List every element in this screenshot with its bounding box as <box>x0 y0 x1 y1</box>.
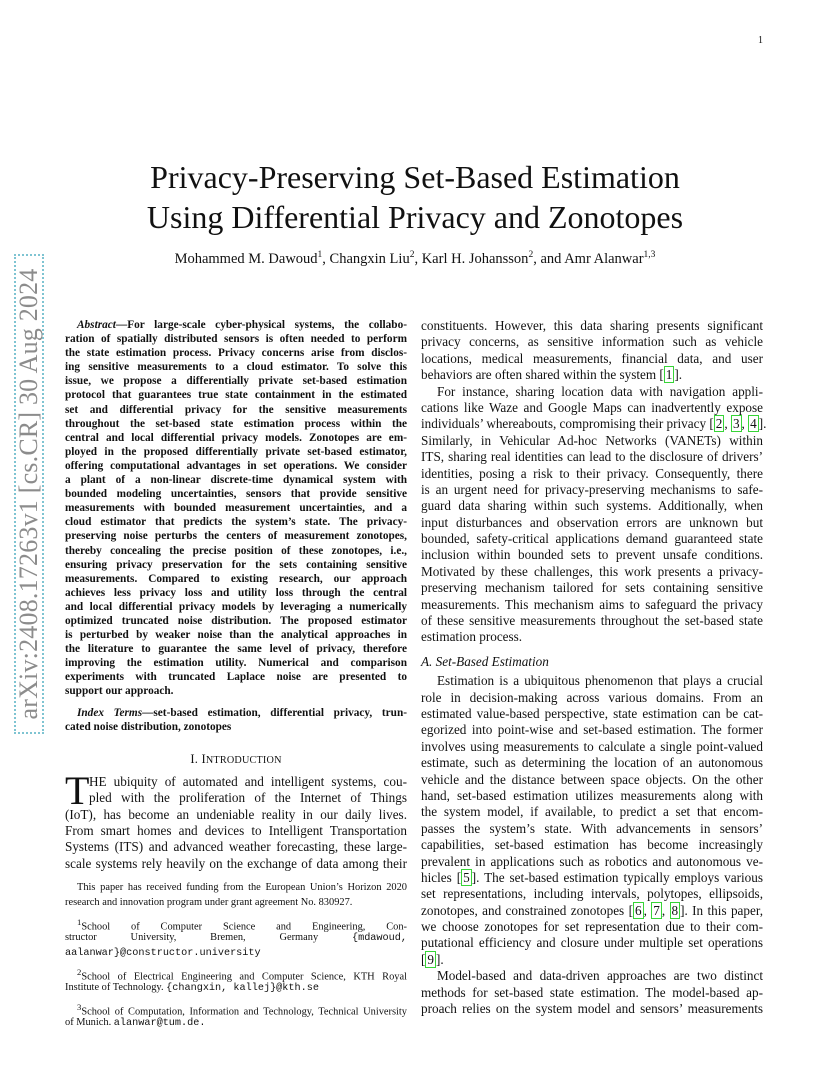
affiliation-footnote-2: $^2$School of Electrical Engineering and Computer Science, KTH Royal <box>77 967 407 983</box>
index-terms-label: Index Terms <box>77 706 143 719</box>
body-line: ITS, sharing real identities can lead to the disclosure of drivers’ <box>421 449 763 465</box>
abstract-line: ration of spatially distributed sensors is often needed to perform <box>65 333 407 346</box>
body-line: hand, set-based estimation utilizes measurements along with <box>421 787 763 803</box>
body-line: passes the system’s state. With advancements in sensors’ <box>421 820 763 836</box>
affiliation-footnote-2: Institute of Technology. {changxin, kallej}@kth.se <box>65 982 319 994</box>
abstract <box>65 318 407 699</box>
body-line: proach relies on the system model and sensors’ measurements <box>421 1001 763 1017</box>
title-line-2: Using Differential Privacy and Zonotopes <box>146 199 684 235</box>
abstract-line: measurements with bounded measurement uncertainties, and a <box>65 502 407 515</box>
affiliation-footnote-3: $^3$School of Computation, Information and Technology, Technical University <box>77 1002 407 1018</box>
arxiv-stamp[interactable] <box>14 254 44 734</box>
body-line: estimated value-based perspective, state estimation can be cat- <box>421 705 763 721</box>
left-column <box>65 318 407 872</box>
citation-link[interactable]: 2 <box>715 416 723 432</box>
index-terms <box>65 706 407 734</box>
body-line: capabilities, set-based estimation has become increasingly <box>421 837 763 853</box>
citation-link[interactable]: 5 <box>463 869 470 885</box>
intro-line: scale systems rely heavily on the exchange of data among their <box>65 855 407 871</box>
body-line: set representations, including intervals, polytopes, ellipsoids, <box>421 886 763 902</box>
body-line: preserving mechanism tailored for sets containing sensitive <box>421 580 763 596</box>
abstract-line: support our approach. <box>65 685 174 698</box>
abstract-line: Abstract—For large-scale cyber-physical systems, the collabo- <box>77 319 407 331</box>
intro-line: (IoT), has become an undeniable reality in our daily lives. <box>65 806 407 822</box>
citation-link[interactable]: 3 <box>732 416 740 432</box>
abstract-line: achieves less privacy loss and utility loss through the central <box>65 586 407 599</box>
intro-line: Systems (ITS) and advanced weather forecasting, these large- <box>65 839 407 855</box>
citation-link[interactable]: 8 <box>671 902 679 918</box>
citation-link[interactable]: 7 <box>653 902 660 918</box>
body-line: Similarly, in Vehicular Ad-hoc Networks (VANETs) within <box>421 432 763 448</box>
body-line: we choose zonotopes for set representation due to their com- <box>421 919 763 935</box>
affiliation-footnote-3: of Munich. alanwar@tum.de. <box>65 1017 206 1029</box>
abstract-line: throughout the set-based state estimation process within the <box>65 417 407 430</box>
body-line: constituents. However, this data sharing presents significant <box>421 318 763 333</box>
body-line: zonotopes, and constrained zonotopes [ 6 , 7 , 8 ]. In this paper, <box>421 902 763 918</box>
body-line: the system model, if available, to predict a set that encom- <box>421 804 763 820</box>
intro-line: From smart homes and devices to Intelligent Transportation <box>65 822 407 838</box>
body-line: individuals’ whereabouts, compromising their privacy [ 2 , 3 , 4 ]. <box>421 416 767 432</box>
body-line: egorized into point-wise and set-based estimation. The former <box>421 722 763 738</box>
citation-link[interactable]: 4 <box>750 416 757 432</box>
abstract-line: a plant of a non-linear discrete-time dynamical system with <box>65 474 407 487</box>
body-line: behaviors are often shared within the system [ 1 ]. <box>421 367 683 383</box>
section-heading-introduction: I. INTRODUCTION <box>190 751 282 766</box>
author-affiliation-mark: 1,3 <box>643 250 656 260</box>
subsection-heading: A. Set-Based Estimation <box>421 653 549 669</box>
body-line: For instance, sharing location data with navigation appli- <box>437 383 763 399</box>
abstract-line: set and differential privacy for the sensitive measurements <box>65 403 407 416</box>
drop-cap: T <box>65 767 90 813</box>
affiliation-footnote-1: aalanwar}@constructor.university <box>65 948 261 959</box>
abstract-line: preserving noise perturbs the centers of measurement zonotopes, <box>65 530 407 543</box>
abstract-line: the state estimation process. Privacy concerns arise from disclos- <box>65 347 407 360</box>
body-line: [ 9 ]. <box>421 951 444 967</box>
body-line: privacy concerns, as sensitive information such as vehicle <box>421 334 763 350</box>
intro-line: pled with the proliferation of the Internet of Things <box>89 790 407 806</box>
body-line: estimation process. <box>421 629 523 645</box>
right-column <box>421 318 767 1017</box>
abstract-line: protocol that guarantees true state containment in the estimated <box>65 389 407 402</box>
body-line: of these sensitive measurements throughout the set-based state <box>421 613 763 629</box>
citation-link[interactable]: 1 <box>665 367 673 383</box>
title-line-1: Privacy-Preserving Set-Based Estimation <box>150 159 680 195</box>
index-terms-line: Index Terms—set-based estimation, differential privacy, trun- <box>77 706 407 719</box>
author-affiliation-mark: 1 <box>317 250 323 260</box>
author-name: Mohammed M. Dawoud <box>174 250 318 267</box>
author-affiliation-mark: 2 <box>528 250 534 260</box>
citation-link[interactable]: 9 <box>427 951 434 967</box>
body-line: methods for set-based state estimation. The model-based ap- <box>421 984 763 1000</box>
affiliation-footnote-1: structor University, Bremen, Germany {mdawoud, <box>65 932 407 944</box>
body-line: guard data sharing within such systems. Additionally, when <box>421 498 763 514</box>
intro-paragraph <box>65 767 407 872</box>
abstract-line: measurements. Compared to existing research, our approach <box>65 572 407 585</box>
author-name: Karl H. Johansson <box>421 250 529 267</box>
body-line: Motivated by these challenges, this work presents a privacy- <box>421 563 763 579</box>
author-affiliation-mark: 2 <box>409 250 415 260</box>
abstract-line: bounded modeling uncertainties, sensors that provide sensitive <box>65 488 407 501</box>
abstract-line: thereby concealing the precise position of these zonotopes, i.e., <box>65 544 407 557</box>
body-line: involves using measurements to calculate a single point-valued <box>421 738 763 754</box>
funding-note-line: research and innovation program under grant agreement No. 830927. <box>65 897 353 908</box>
abstract-line: ensuring privacy preservation for the sets containing sensitive <box>65 558 407 571</box>
body-line: locations, medical measurements, financial data, and user <box>421 350 763 366</box>
abstract-line: issue, we propose a differentially private set-based estimation <box>65 375 407 388</box>
abstract-line: ployed in the proposed differentially private set-based estimator, <box>65 445 407 458</box>
body-line: input disturbances and observation errors are unknown but <box>421 514 763 530</box>
intro-line: HE ubiquity of automated and intelligent systems, cou- <box>89 773 407 789</box>
footnotes <box>65 880 407 1030</box>
abstract-line: central and local differential privacy models. Zonotopes are em- <box>65 431 407 444</box>
body-line: Model-based and data-driven approaches are two distinct <box>437 968 763 984</box>
body-line: estimate, such as determining the location of an autonomous <box>421 755 763 771</box>
abstract-line: and local differential privacy models by leveraging a numerically <box>65 600 407 613</box>
body-line: bounded, safety-critical applications demand guaranteed state <box>421 531 763 547</box>
body-line: Estimation is a ubiquitous phenomenon that plays a crucial <box>437 673 763 689</box>
citation-link[interactable]: 6 <box>634 902 642 918</box>
abstract-line: offering computational advantages in set operations. We consider <box>65 459 407 472</box>
abstract-line: ing sensitive measurements to a cloud estimator. To solve this <box>65 361 407 374</box>
funding-note-line: This paper has received funding from the European Union’s Horizon 2020 <box>77 882 407 893</box>
page-number: 1 <box>758 35 763 46</box>
index-terms-line: cated noise distribution, zonotopes <box>65 720 232 733</box>
body-line: hicles [ 5 ]. The set-based estimation typically employs various <box>421 869 763 885</box>
body-line: measurements. This mechanism aims to safeguard the privacy <box>421 596 763 612</box>
body-line: is an urgent need for privacy-preserving mechanisms to safe- <box>421 481 763 497</box>
abstract-line: improving the estimation utility. Numerical and comparison <box>65 657 407 670</box>
author-name: Amr Alanwar <box>564 250 644 267</box>
abstract-label: Abstract <box>77 319 116 331</box>
author-name: Changxin Liu <box>329 250 410 267</box>
abstract-line: experiments with truncated Laplace noise are presented to <box>65 671 407 684</box>
affiliation-footnote-1: $^1$School of Computer Science and Engineering, Con- <box>77 917 407 933</box>
body-line: vehicle and the distance between space objects. On the other <box>421 771 763 787</box>
paper-title <box>80 157 750 237</box>
abstract-line: is perturbed by weaker noise than the analytical approaches in <box>65 629 407 642</box>
body-line: identities, posing a risk to their privacy. Consequently, there <box>421 465 763 481</box>
body-line: putational efficiency and closure under multiple set operations <box>421 935 763 951</box>
body-line: cations like Waze and Google Maps can inadvertently expose <box>421 399 763 415</box>
abstract-line: optimized truncated noise distribution. The proposed estimator <box>65 614 407 627</box>
abstract-line: cloud estimator that predicts the system’s state. The privacy- <box>65 516 407 529</box>
body-line: prevalent in applications such as robotics and autonomous ve- <box>421 853 763 869</box>
body-line: role in decision-making across various domains. From an <box>421 689 763 705</box>
author-list: Mohammed M. Dawoud$^1$, Changxin Liu$^2$, Karl H. Johansson$^2$, and Amr Alanwar$^{1,3}$ <box>174 250 656 267</box>
arxiv-identifier: arXiv:2408.17263v1 [cs.CR] 30 Aug 2024 <box>14 268 43 720</box>
body-line: inclusion within bounded sets to prevent unsafe conditions. <box>421 547 763 563</box>
abstract-line: the literature to guarantee the same level of privacy, therefore <box>65 643 407 656</box>
